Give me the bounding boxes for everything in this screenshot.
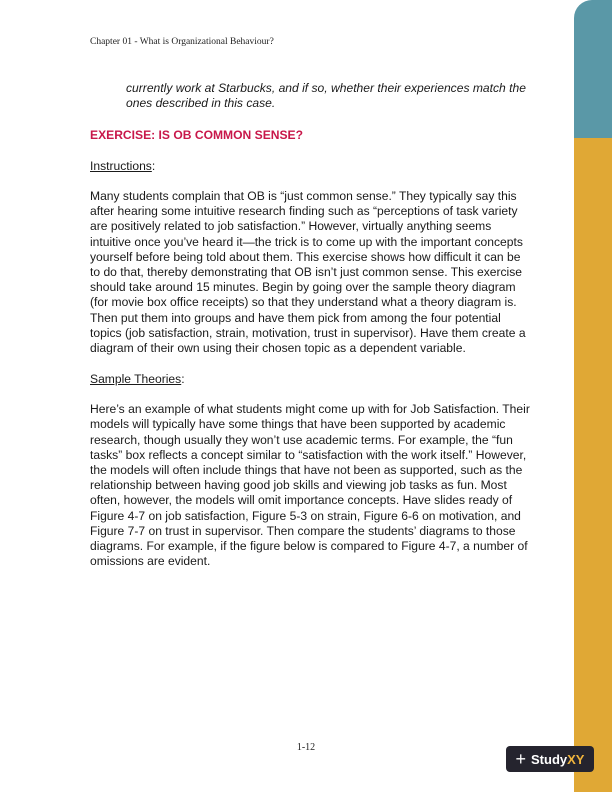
plus-icon: + [515,749,527,769]
side-accent-teal [574,0,612,138]
intro-italic-text: currently work at Starbucks, and if so, whether their experiences match the ones described in this case. [126,81,526,110]
instructions-heading [90,159,530,174]
side-accent-gold [574,138,612,792]
logo-text-accent: XY [567,751,585,767]
studyxy-logo [506,746,594,772]
instructions-label: Instructions [90,159,152,173]
instructions-paragraph: Many students complain that OB is “just common sense.” They typically say this after hearing some intuitive research finding such as “perceptions of task variety are positively related to job satisfaction.” However, virtually anything seems intuitive once you’ve heard it—the trick is to come up with the important concepts yourself before being told about them. This exercise shows how difficult it can be to do that, thereby demonstrating that OB isn’t just common sense. This exercise should take around 15 minutes. Begin by going over the sample theory diagram (for movie box office receipts) so that they understand what a theory diagram is. Then put them into groups and have them pick from among the four potential topics (job satisfaction, strain, motivation, trust in supervisor). Have them create a diagram of their own using their chosen topic as a dependent variable. [90,189,526,356]
exercise-title: EXERCISE: IS OB COMMON SENSE? [90,128,304,142]
side-accent-bar [574,0,612,792]
page-content [90,81,530,569]
sample-theories-paragraph: Here’s an example of what students might come up with for Job Satisfaction. Their models will typically have some things that have been supported by academic research, though usually they won’t use academic terms. For example, the “fun tasks” box reflects a concept similar to “satisfaction with the work itself.” However, the models will often include things that have not been as supported, such as the relationship between having good job skills and viewing job tasks as fun. Most often, however, the models will omit importance concepts. Have slides ready of Figure 4-7 on job satisfaction, Figure 5-3 on strain, Figure 6-6 on motivation, and Figure 7-7 on trust in supervisor. Then compare the students’ diagrams to those diagrams. For example, if the figure below is compared to Figure 4-7, a number of omissions are evident. [90,402,530,569]
sample-theories-heading [90,372,530,387]
logo-text-main: Study [531,751,568,767]
page-number: 1-12 [296,742,316,753]
instructions-colon: : [151,159,156,173]
sample-theories-colon: : [181,372,185,387]
sample-theories-label: Sample Theories [90,372,182,387]
page-header: Chapter 01 - What is Organizational Behaviour? [90,37,274,47]
